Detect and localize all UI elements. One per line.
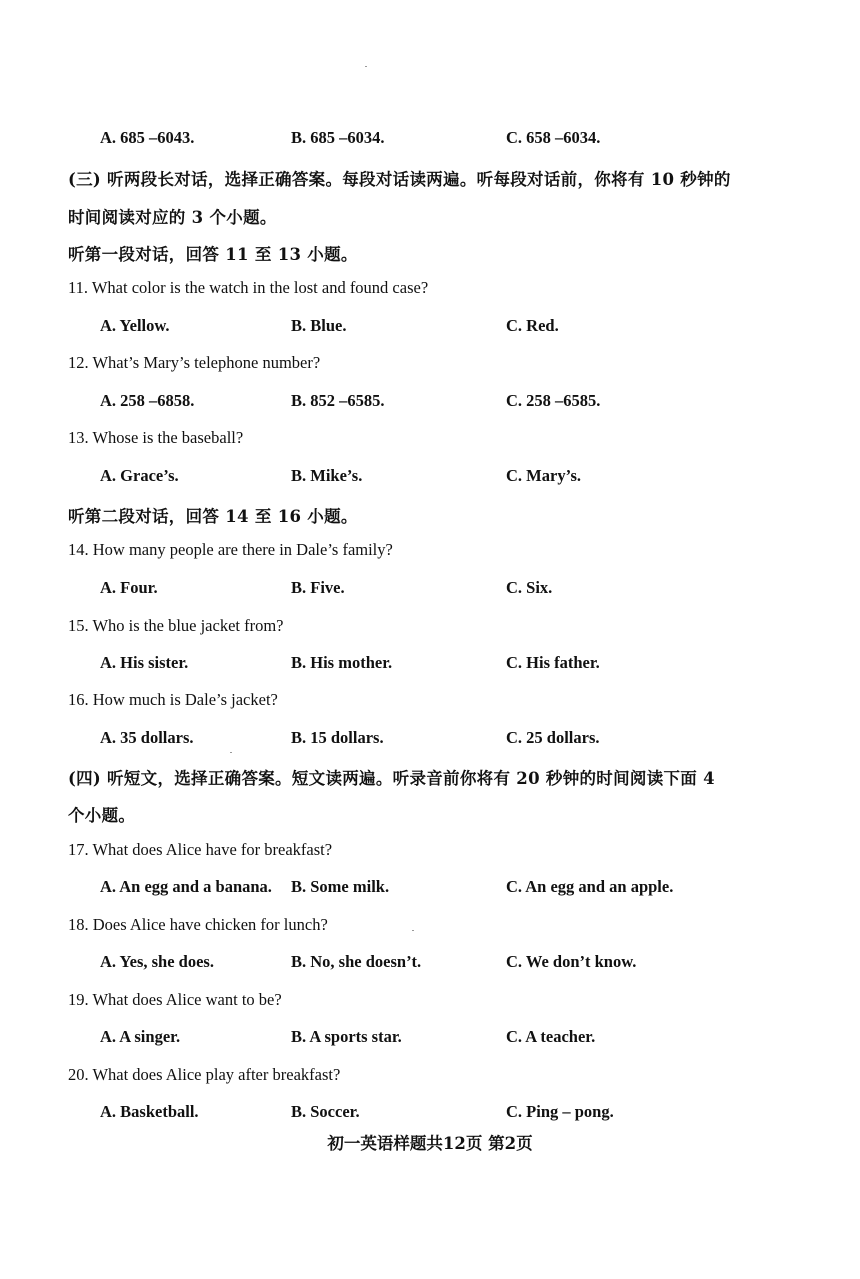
question-19-stem: 19. What does Alice want to be? <box>68 990 282 1009</box>
q19-option-b: B. A sports star. <box>291 1027 402 1046</box>
q15-option-b: B. His mother. <box>291 653 393 672</box>
q17-option-c: C. An egg and an apple. <box>506 877 674 896</box>
q15-option-a: A. His sister. <box>100 653 189 672</box>
q12-option-b: B. 852 –6585. <box>291 391 385 410</box>
scan-speck <box>230 752 232 753</box>
question-15-stem: 15. Who is the blue jacket from? <box>68 616 284 635</box>
q18-option-c: C. We don’t know. <box>506 952 637 971</box>
q14-option-c: C. Six. <box>506 578 553 597</box>
dialogue1-intro: 听第一段对话，回答 11 至 13 小题。 <box>68 245 358 264</box>
q19-option-a: A. A singer. <box>100 1027 181 1046</box>
question-14-stem: 14. How many people are there in Dale’s family? <box>68 540 393 559</box>
question-18-stem: 18. Does Alice have chicken for lunch? <box>68 915 328 934</box>
page-footer: 初一英语样题共12页 第2页 <box>327 1134 533 1153</box>
q10-option-a: A. 685 –6043. <box>100 128 195 147</box>
q20-option-a: A. Basketball. <box>100 1102 199 1121</box>
q20-option-b: B. Soccer. <box>291 1102 360 1121</box>
q17-option-a: A. An egg and a banana. <box>100 877 272 896</box>
q18-option-b: B. No, she doesn’t. <box>291 952 422 971</box>
q18-option-a: A. Yes, she does. <box>100 952 214 971</box>
q11-option-b: B. Blue. <box>291 316 347 335</box>
q10-option-b: B. 685 –6034. <box>291 128 385 147</box>
q12-option-c: C. 258 –6585. <box>506 391 601 410</box>
q11-option-c: C. Red. <box>506 316 559 335</box>
q10-option-c: C. 658 –6034. <box>506 128 601 147</box>
q19-option-c: C. A teacher. <box>506 1027 596 1046</box>
dialogue2-intro: 听第二段对话，回答 14 至 16 小题。 <box>68 507 358 526</box>
question-12-stem: 12. What’s Mary’s telephone number? <box>68 353 321 372</box>
question-16-stem: 16. How much is Dale’s jacket? <box>68 690 278 709</box>
q16-option-c: C. 25 dollars. <box>506 728 600 747</box>
q13-option-c: C. Mary’s. <box>506 466 581 485</box>
q17-option-b: B. Some milk. <box>291 877 390 896</box>
q20-option-c: C. Ping – pong. <box>506 1102 614 1121</box>
question-13-stem: 13. Whose is the baseball? <box>68 428 244 447</box>
q15-option-c: C. His father. <box>506 653 600 672</box>
section3-instructions-line2: 时间阅读对应的 3 个小题。 <box>68 208 277 227</box>
section3-instructions-line1: (三) 听两段长对话，选择正确答案。每段对话读两遍。听每段对话前，你将有 10 秒钟的 <box>68 170 731 189</box>
q16-option-b: B. 15 dollars. <box>291 728 384 747</box>
q13-option-b: B. Mike’s. <box>291 466 363 485</box>
q13-option-a: A. Grace’s. <box>100 466 179 485</box>
scan-speck <box>412 930 414 931</box>
question-11-stem: 11. What color is the watch in the lost and found case? <box>68 278 429 297</box>
section4-instructions-line2: 个小题。 <box>68 806 136 825</box>
section4-instructions-line1: (四) 听短文，选择正确答案。短文读两遍。听录音前你将有 20 秒钟的时间阅读下面 4 <box>68 769 715 788</box>
q16-option-a: A. 35 dollars. <box>100 728 194 747</box>
q14-option-a: A. Four. <box>100 578 158 597</box>
question-17-stem: 17. What does Alice have for breakfast? <box>68 840 333 859</box>
q12-option-a: A. 258 –6858. <box>100 391 195 410</box>
question-20-stem: 20. What does Alice play after breakfast? <box>68 1065 341 1084</box>
q11-option-a: A. Yellow. <box>100 316 170 335</box>
q14-option-b: B. Five. <box>291 578 345 597</box>
scan-speck <box>365 66 367 67</box>
